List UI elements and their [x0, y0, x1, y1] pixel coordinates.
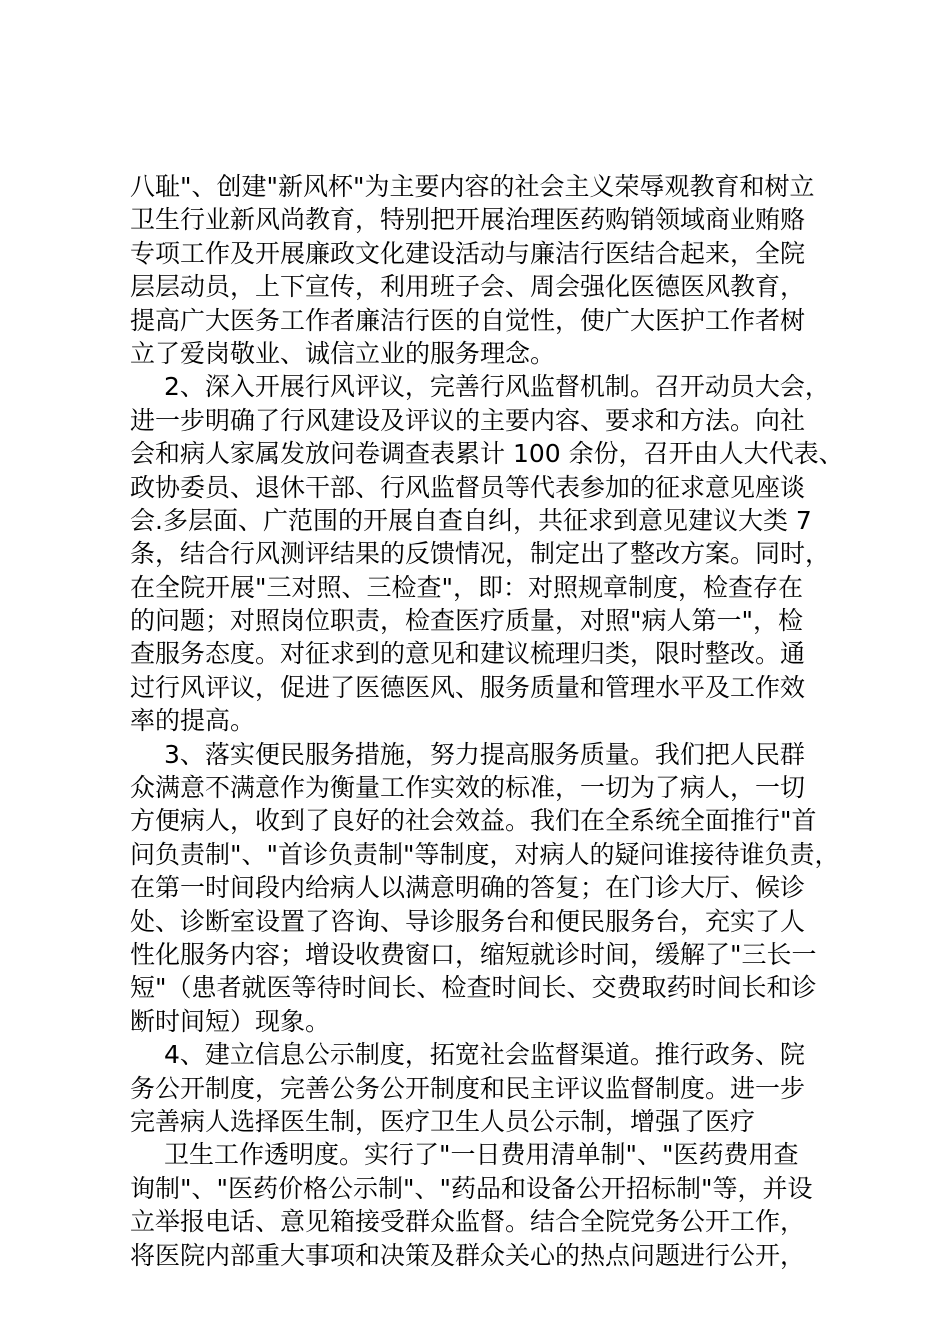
text-line: 立了爱岗敬业、诚信立业的服务理念。 — [130, 338, 556, 368]
text-line: 提高广大医务工作者廉洁行医的自觉性，使广大医护工作者树 — [130, 305, 806, 335]
text-line: 层层动员，上下宣传，利用班子会、周会强化医德医风教育， — [130, 272, 806, 302]
text-line: 专项工作及开展廉政文化建设活动与廉洁行医结合起来，全院 — [130, 238, 806, 268]
text-line: 进一步明确了行风建设及评议的主要内容、要求和方法。向社 — [130, 405, 806, 435]
text-line: 问负责制"、"首诊负责制"等制度，对病人的疑问谁接待谁负责， — [130, 839, 840, 869]
paragraph-4-start: 4、建立信息公示制度，拓宽社会监督渠道。推行政务、院 — [164, 1040, 805, 1070]
text-line-indented: 卫生工作透明度。实行了"一日费用清单制"、"医药费用查 — [164, 1140, 799, 1170]
body-text — [130, 170, 850, 1272]
text-line: 条，结合行风测评结果的反馈情况，制定出了整改方案。同时， — [130, 539, 831, 569]
text-line: 完善病人选择医生制，医疗卫生人员公示制，增强了医疗 — [130, 1106, 756, 1136]
text-line: 会和病人家属发放问卷调查表累计 100 余份，召开由人大代表、 — [130, 439, 844, 469]
text-line: 方便病人，收到了良好的社会效益。我们在全系统全面推行"首 — [130, 806, 817, 836]
text-line: 在全院开展"三对照、三检查"，即：对照规章制度，检查存在 — [130, 572, 804, 602]
text-line: 率的提高。 — [130, 706, 256, 736]
text-line: 短"（患者就医等待时间长、检查时间长、交费取药时间长和诊 — [130, 973, 817, 1003]
text-line: 众满意不满意作为衡量工作实效的标准，一切为了病人，一切 — [130, 773, 806, 803]
text-line: 务公开制度，完善公务公开制度和民主评议监督制度。进一步 — [130, 1073, 806, 1103]
paragraph-2-start: 2、深入开展行风评议，完善行风监督机制。召开动员大会， — [164, 372, 830, 402]
text-line: 会.多层面、广范围的开展自查自纠，共征求到意见建议大类 7 — [130, 505, 812, 535]
text-line: 将医院内部重大事项和决策及群众关心的热点问题进行公开， — [130, 1240, 806, 1270]
text-line: 八耻"、创建"新风杯"为主要内容的社会主义荣辱观教育和树立 — [130, 172, 815, 201]
text-line: 的问题；对照岗位职责，检查医疗质量，对照"病人第一"，检 — [130, 606, 804, 636]
text-line: 过行风评议，促进了医德医风、服务质量和管理水平及工作效 — [130, 672, 806, 702]
text-line: 性化服务内容；增设收费窗口，缩短就诊时间，缓解了"三长一 — [130, 939, 817, 969]
text-line: 卫生行业新风尚教育，特别把开展治理医药购销领域商业贿赂 — [130, 205, 806, 235]
paragraph-3-start: 3、落实便民服务措施，努力提高服务质量。我们把人民群 — [164, 739, 805, 769]
text-line: 立举报电话、意见箱接受群众监督。结合全院党务公开工作， — [130, 1207, 806, 1237]
text-line: 政协委员、退休干部、行风监督员等代表参加的征求意见座谈 — [130, 472, 806, 502]
text-line: 断时间短）现象。 — [130, 1006, 331, 1036]
text-line: 询制"、"医药价格公示制"、"药品和设备公开招标制"等，并设 — [130, 1173, 813, 1203]
text-line: 在第一时间段内给病人以满意明确的答复；在门诊大厅、候诊 — [130, 873, 806, 903]
text-line: 处、诊断室设置了咨询、导诊服务台和便民服务台，充实了人 — [130, 906, 806, 936]
text-line: 查服务态度。对征求到的意见和建议梳理归类，限时整改。通 — [130, 639, 806, 669]
